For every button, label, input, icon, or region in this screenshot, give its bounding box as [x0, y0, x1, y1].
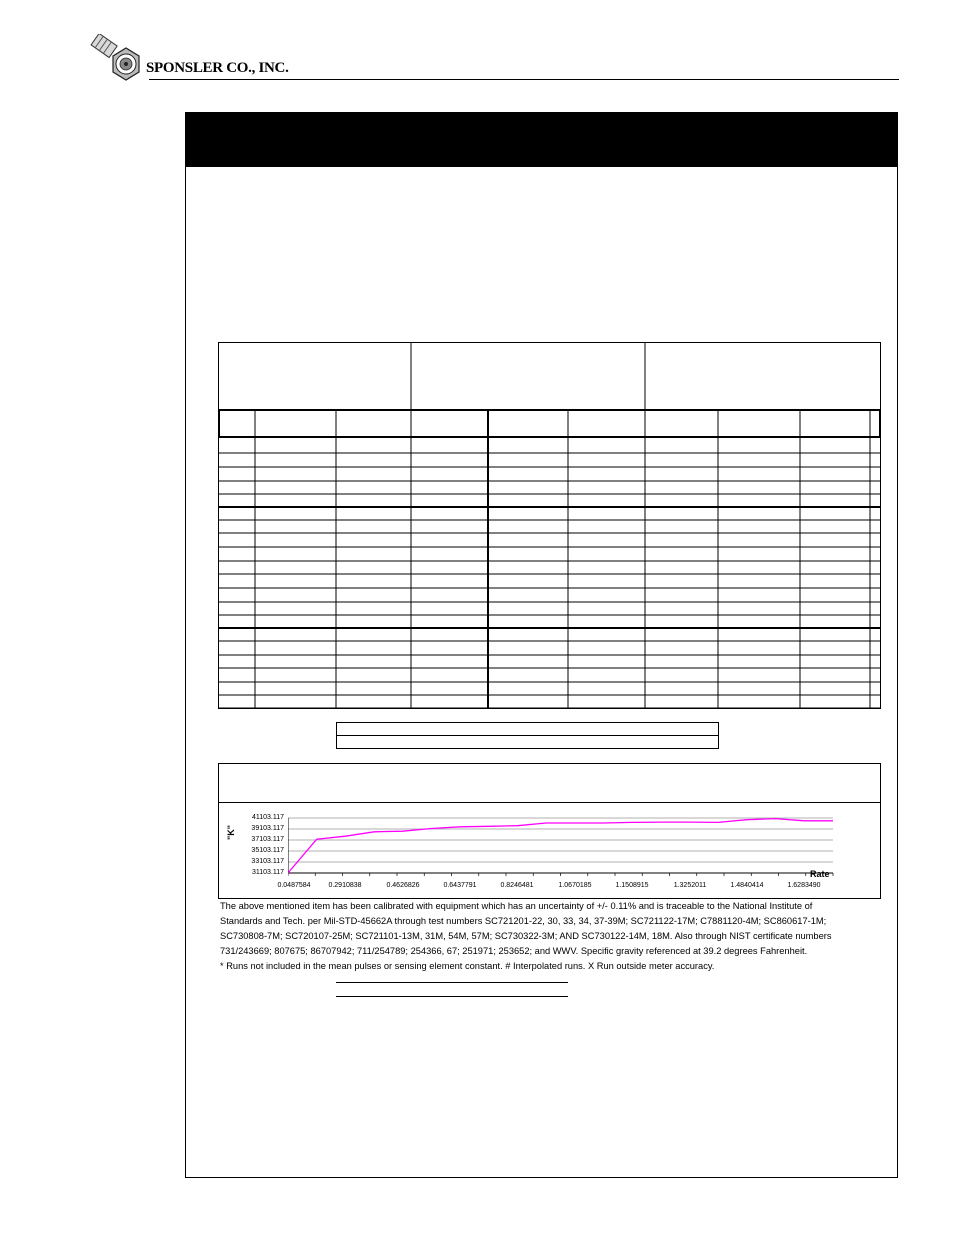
x-tick-label: 1.0670185 [558, 882, 592, 889]
table-border [219, 343, 881, 709]
summary-divider [336, 735, 719, 736]
k-factor-line [288, 819, 833, 873]
chart-title-divider [218, 802, 881, 803]
company-name: SPONSLER CO., INC. [146, 60, 289, 76]
header-rule [149, 79, 899, 80]
calibration-table [218, 342, 882, 712]
x-tick-label: 0.6437791 [443, 882, 477, 889]
y-tick-label: 37103.117 [251, 836, 284, 843]
notes-line-5: * Runs not included in the mean pulses or sensing element constant. # Interpolated runs. X Run outside meter accuracy. [220, 961, 715, 971]
x-tick-label: 0.0487584 [277, 882, 311, 889]
y-axis-label: "K" [226, 824, 236, 840]
notes-line-1: The above mentioned item has been calibrated with equipment which has an uncertainty of +/- 0.11% and is traceable to the National Institute of [220, 901, 813, 911]
y-tick-label: 39103.117 [251, 825, 284, 832]
x-tick-label: 0.2910838 [328, 882, 362, 889]
company-logo [86, 34, 150, 86]
k-factor-plot [288, 815, 838, 877]
x-tick-label: 1.6283490 [787, 882, 821, 889]
x-tick-label: 0.8246481 [500, 882, 534, 889]
column-header-row [219, 410, 880, 437]
x-tick-label: 0.4626826 [386, 882, 420, 889]
x-tick-label: 1.3252011 [673, 882, 707, 889]
notes-line-2: Standards and Tech. per Mil-STD-45662A through test numbers SC721201-22, 30, 33, 34, 37-39M; SC721122-17M; C7881120-4M; SC860617-1M; [220, 916, 827, 926]
x-tick-label: 1.1508915 [615, 882, 649, 889]
x-tick-label: 1.4840414 [730, 882, 764, 889]
title-band [185, 112, 897, 167]
y-tick-label: 35103.117 [251, 847, 284, 854]
notes-line-4: 731/243669; 807675; 86707942; 711/254789; 254366, 67; 251971; 253652; and WWV. Specific gravity referenced at 39.2 degrees Fahrenheit. [220, 946, 808, 956]
y-tick-label: 41103.117 [251, 814, 284, 821]
traceability-notes [220, 899, 880, 974]
x-axis-label: Rate [810, 869, 830, 879]
signature-line-2 [336, 996, 568, 997]
y-tick-label: 33103.117 [251, 858, 284, 865]
notes-line-3: SC730808-7M; SC720107-25M; SC721101-13M, 31M, 54M, 57M; SC730322-3M; AND SC730122-14M, 18M. Also through NIST certificate numbers [220, 931, 832, 941]
y-tick-label: 31103.117 [251, 869, 284, 876]
signature-line-1 [336, 982, 568, 983]
